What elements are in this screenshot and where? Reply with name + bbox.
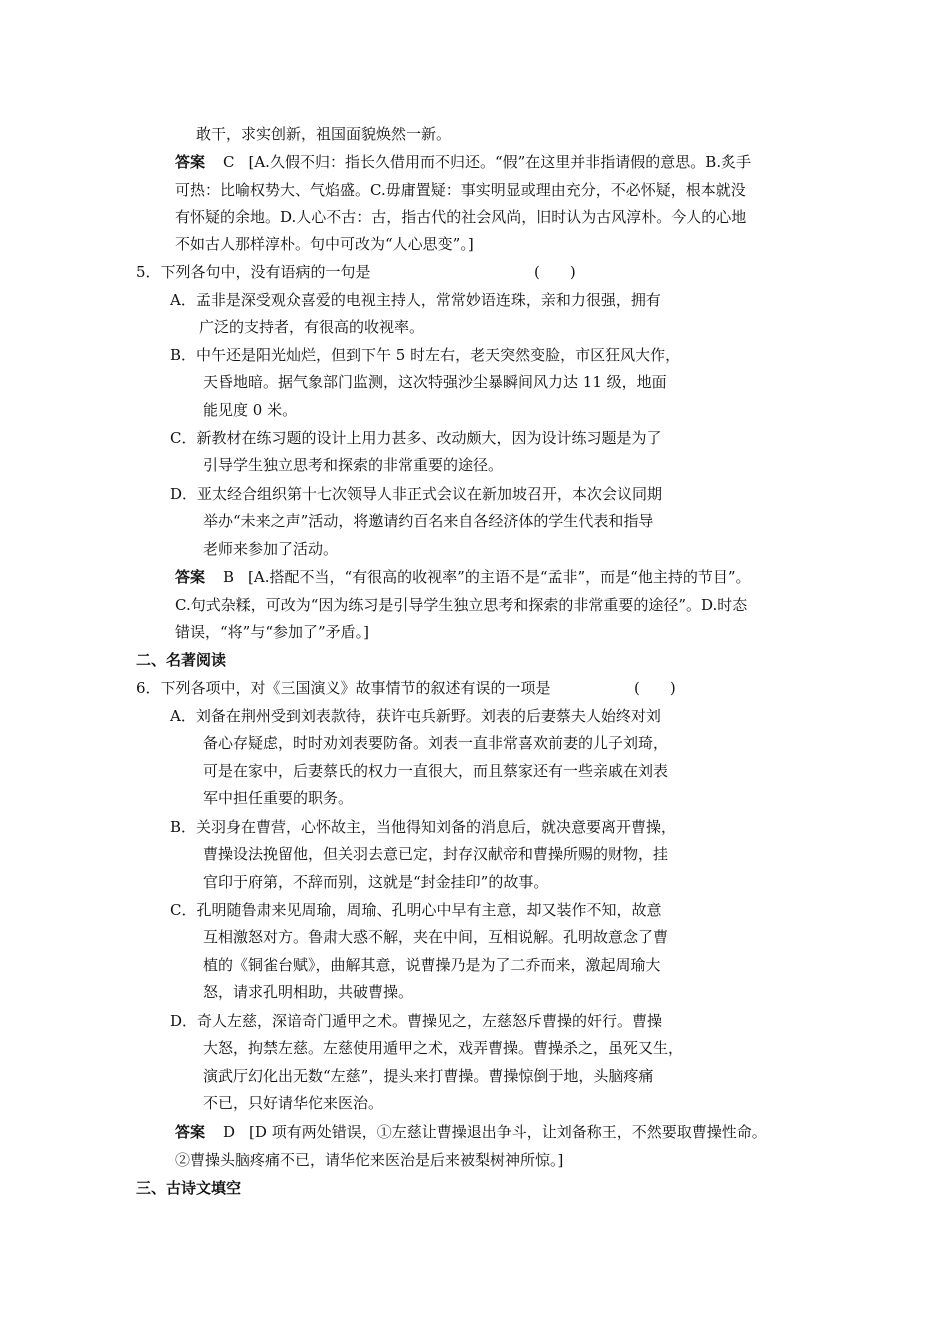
- q5-option-a-line-2: 广泛的支持者，有很高的收视率。: [199, 318, 425, 336]
- q5-bracket: ( ): [534, 263, 576, 281]
- answer-label: 答案: [175, 153, 206, 171]
- q4-answer-line-4: 不如古人那样淳朴。句中可改为“人心思变”。]: [175, 235, 474, 253]
- q6-answer-line-2: ②曹操头脑疼痛不已，请华佗来医治是后来被梨树神所惊。]: [175, 1151, 564, 1169]
- answer-label: 答案: [175, 1123, 206, 1141]
- q6-option-d-line-2: 大怒，拘禁左慈。左慈使用遁甲之术，戏弄曹操。曹操杀之，虽死又生，: [203, 1039, 684, 1057]
- section-heading-2: 二、名著阅读: [136, 651, 227, 669]
- q5-option-c-line-2: 引导学生独立思考和探索的非常重要的途径。: [203, 456, 504, 474]
- q4-answer-line-2: 可热：比喻权势大、气焰盛。C.毋庸置疑：事实明显或理由充分，不必怀疑，根本就没: [175, 181, 746, 199]
- q6-answer-line-1: [175, 1122, 767, 1142]
- q5-option-a-line-1: A．孟非是深受观众喜爱的电视主持人，常常妙语连珠，亲和力很强，拥有: [170, 291, 661, 309]
- answer-key: D: [223, 1123, 236, 1141]
- q6-option-a-line-4: 军中担任重要的职务。: [203, 789, 354, 807]
- answer-key: C: [223, 153, 235, 171]
- q5-option-d-line-1: D．亚太经合组织第十七次领导人非正式会议在新加坡召开，本次会议同期: [170, 485, 663, 503]
- q6-option-a-line-2: 备心存疑虑，时时劝刘表要防备。刘表一直非常喜欢前妻的儿子刘琦，: [203, 734, 669, 752]
- q6-option-d-line-1: D．奇人左慈，深谙奇门遁甲之术。曹操见之，左慈怒斥曹操的奸行。曹操: [170, 1012, 663, 1030]
- section-heading-3: 三、古诗文填空: [136, 1179, 242, 1197]
- q5-option-d-line-2: 举办“未来之声”活动，将邀请约百名来自各经济体的学生代表和指导: [203, 512, 654, 530]
- q5-option-c-line-1: C．新教材在练习题的设计上用力甚多、改动颇大，因为设计练习题是为了: [170, 429, 662, 447]
- q5-option-d-line-3: 老师来参加了活动。: [203, 540, 339, 558]
- answer-text: [A.搭配不当，“有很高的收视率”的主语不是“孟非”，而是“他主持的节目”。: [248, 568, 751, 586]
- q4-answer-line-3: 有怀疑的余地。D.人心不古：古，指古代的社会风尚，旧时认为古风淳朴。今人的心地: [175, 208, 747, 226]
- intro-tail-line: 敢干，求实创新，祖国面貌焕然一新。: [196, 125, 452, 143]
- q5-option-b-line-2: 天昏地暗。据气象部门监测，这次特强沙尘暴瞬间风力达 11 级，地面: [203, 373, 667, 391]
- q6-option-c-line-3: 植的《铜雀台赋》，曲解其意，说曹操乃是为了二乔而来，激起周瑜大: [203, 956, 661, 974]
- q5-option-b-line-1: B．中午还是阳光灿烂，但到下午 5 时左右，老天突然变脸，市区狂风大作，: [170, 346, 681, 364]
- q6-option-b-line-1: B．关羽身在曹营，心怀故主，当他得知刘备的消息后，就决意要离开曹操，: [170, 818, 677, 836]
- q5-answer-line-2: C.句式杂糅，可改为“因为练习是引导学生独立思考和探索的非常重要的途径”。D.时态: [175, 596, 748, 614]
- q5-answer-line-3: 错误，“将”与“参加了”矛盾。]: [175, 623, 370, 641]
- answer-key: B: [223, 568, 235, 586]
- answer-text: [D 项有两处错误，①左慈让曹操退出争斗，让刘备称王，不然要取曹操性命。: [249, 1123, 767, 1141]
- q4-answer-line-1: [175, 152, 751, 172]
- q6-option-b-line-2: 曹操设法挽留他，但关羽去意已定，封存汉献帝和曹操所赐的财物，挂: [203, 845, 669, 863]
- q6-option-b-line-3: 官印于府第，不辞而别，这就是“封金挂印”的故事。: [203, 873, 549, 891]
- q5-option-b-line-3: 能见度 0 米。: [203, 401, 298, 419]
- q5-stem: 5．下列各句中，没有语病的一句是: [136, 263, 371, 281]
- q6-option-d-line-3: 演武厅幻化出无数“左慈”，提头来打曹操。曹操惊倒于地，头脑疼痛: [203, 1067, 654, 1085]
- answer-text: [A.久假不归：指长久借用而不归还。“假”在这里并非指请假的意思。B.炙手: [248, 153, 752, 171]
- q6-option-c-line-4: 怒，请求孔明相助，共破曹操。: [203, 983, 414, 1001]
- q6-option-a-line-1: A．刘备在荆州受到刘表款待，获许屯兵新野。刘表的后妻蔡夫人始终对刘: [170, 707, 661, 725]
- q5-answer-line-1: [175, 567, 751, 587]
- q6-bracket: ( ): [634, 679, 676, 697]
- q6-option-d-line-4: 不已，只好请华佗来医治。: [203, 1094, 384, 1112]
- q6-option-a-line-3: 可是在家中，后妻蔡氏的权力一直很大，而且蔡家还有一些亲戚在刘表: [203, 762, 669, 780]
- q6-option-c-line-2: 互相激怒对方。鲁肃大惑不解，夹在中间，互相说解。孔明故意念了曹: [203, 928, 669, 946]
- answer-label: 答案: [175, 568, 206, 586]
- q6-stem: 6．下列各项中，对《三国演义》故事情节的叙述有误的一项是: [136, 679, 551, 697]
- q6-option-c-line-1: C．孔明随鲁肃来见周瑜，周瑜、孔明心中早有主意，却又装作不知，故意: [170, 901, 662, 919]
